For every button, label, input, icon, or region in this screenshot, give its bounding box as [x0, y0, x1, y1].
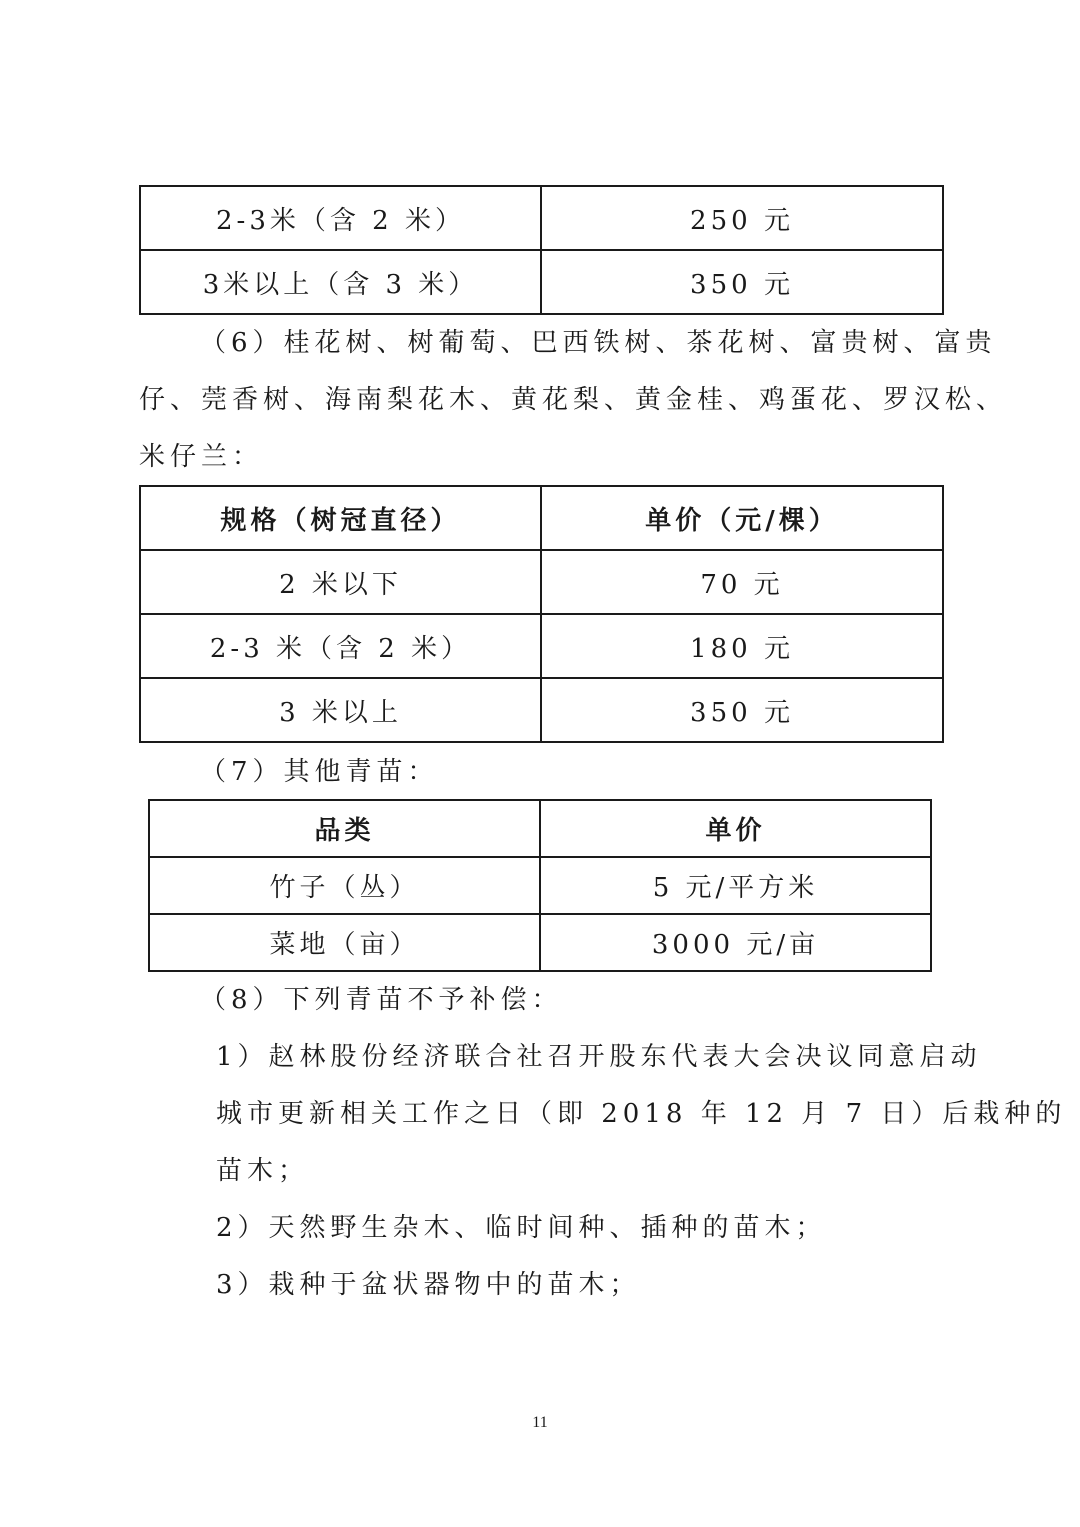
paragraph-6-line-1: （6）桂花树、树葡萄、巴西铁树、茶花树、富贵树、富贵: [200, 328, 997, 358]
spec-cell: 2-3米（含 2 米）: [140, 186, 541, 250]
paragraph-8-item-3: 3）栽种于盆状器物中的苗木；: [216, 1270, 641, 1300]
column-header-spec: 规格（树冠直径）: [140, 486, 541, 550]
paragraph-7: （7）其他青苗：: [200, 757, 439, 787]
column-header-price: 单价: [540, 800, 931, 857]
category-cell: 竹子（丛）: [149, 857, 540, 914]
spec-cell: 3 米以上: [140, 678, 541, 742]
paragraph-8-item-1-line-3: 苗木；: [216, 1156, 310, 1186]
table-row: [140, 550, 943, 614]
page-number: 11: [532, 1414, 548, 1431]
table-row: [140, 186, 943, 250]
category-cell: 菜地（亩）: [149, 914, 540, 971]
price-cell: 3000 元/亩: [540, 914, 931, 971]
price-cell: 180 元: [541, 614, 943, 678]
paragraph-8-item-2: 2）天然野生杂木、临时间种、插种的苗木；: [216, 1213, 827, 1243]
table-header-row: [149, 800, 931, 857]
price-table-continued: [139, 185, 944, 315]
price-cell: 350 元: [541, 678, 943, 742]
paragraph-6-line-3: 米仔兰：: [139, 442, 264, 472]
table-header-row: [140, 486, 943, 550]
price-cell: 350 元: [541, 250, 943, 314]
table-row: [149, 857, 931, 914]
paragraph-8-item-1-line-1: 1）赵林股份经济联合社召开股东代表大会决议同意启动: [216, 1042, 982, 1072]
column-header-category: 品类: [149, 800, 540, 857]
price-cell: 5 元/平方米: [540, 857, 931, 914]
table-row: [140, 678, 943, 742]
price-cell: 70 元: [541, 550, 943, 614]
spec-cell: 2-3 米（含 2 米）: [140, 614, 541, 678]
price-table-crown-diameter: [139, 485, 944, 743]
paragraph-8-item-1-line-2: 城市更新相关工作之日（即 2018 年 12 月 7 日）后栽种的: [216, 1099, 1067, 1129]
price-cell: 250 元: [541, 186, 943, 250]
table-row: [140, 250, 943, 314]
table-row: [140, 614, 943, 678]
spec-cell: 2 米以下: [140, 550, 541, 614]
spec-cell: 3米以上（含 3 米）: [140, 250, 541, 314]
paragraph-8-heading: （8）下列青苗不予补偿：: [200, 985, 563, 1015]
price-table-other-seedlings: [148, 799, 932, 972]
paragraph-6-line-2: 仔、莞香树、海南梨花木、黄花梨、黄金桂、鸡蛋花、罗汉松、: [139, 385, 1008, 415]
column-header-price: 单价（元/棵）: [541, 486, 943, 550]
table-row: [149, 914, 931, 971]
